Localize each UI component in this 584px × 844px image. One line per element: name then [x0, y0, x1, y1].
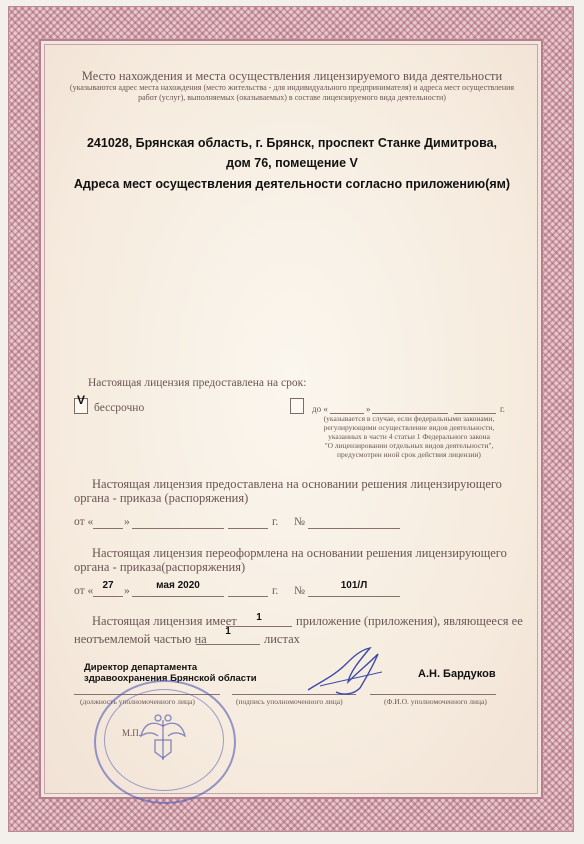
- basis-line-1: Настоящая лицензия предоставлена на основании решения лицензирующего: [92, 477, 502, 491]
- caption-fio: (Ф.И.О. уполномоченного лица): [384, 697, 487, 706]
- reissue-date-mid: »: [124, 585, 130, 597]
- basis-date-mid: »: [124, 516, 130, 528]
- appendix-text-3: неотъемлемой частью на: [74, 632, 207, 646]
- signer-position-2: здравоохранения Брянской области: [84, 673, 257, 684]
- reissue-month-line: [132, 596, 224, 597]
- basis-year-line: [228, 528, 268, 529]
- term-note-line: указанных в части 4 статьи 1 Федерального закона: [328, 432, 490, 441]
- appendix-sheets-line: [196, 644, 260, 645]
- reissue-line-2: органа - приказа(распоряжения): [74, 560, 246, 574]
- header-note-2: работ (услуг), выполняемых (оказываемых) в составе лицензируемого вида деятельности): [138, 93, 446, 102]
- checkbox-mark: V: [77, 393, 86, 407]
- basis-year-suffix: г.: [272, 516, 279, 528]
- term-note: [296, 414, 522, 459]
- signer-name: А.Н. Бардуков: [418, 668, 496, 680]
- appendix-sheets: 1: [225, 626, 231, 637]
- unlimited-label: бессрочно: [94, 402, 145, 414]
- eagle-emblem-icon: [138, 712, 188, 768]
- header-note-1: (указываются адрес места нахождения (место жительства - для индивидуального предпринимателя) и адреса мест осуществления: [69, 83, 515, 92]
- basis-date-prefix: от «: [74, 516, 94, 528]
- reissue-year-line: [228, 596, 268, 597]
- address-line-3: Адреса мест осуществления деятельности согласно приложению(ям): [73, 177, 511, 191]
- until-prefix: до «: [312, 404, 328, 414]
- reissue-num-label: №: [294, 585, 305, 597]
- seal-label: М.П.: [122, 728, 142, 738]
- reissue-year-suffix: г.: [272, 585, 279, 597]
- address-line-1: 241028, Брянская область, г. Брянск, проспект Станке Димитрова,: [86, 136, 498, 150]
- basis-line-2: органа - приказа (распоряжения): [74, 491, 249, 505]
- caption-position: (должность уполномоченного лица): [80, 697, 195, 706]
- appendix-text-4: листах: [264, 632, 300, 646]
- term-note-line: регулирующими осуществление видов деятельности,: [323, 423, 495, 432]
- reissue-day: 27: [102, 580, 114, 591]
- address-line-2: дом 76, помещение V: [226, 156, 358, 170]
- until-suffix: г.: [500, 404, 505, 414]
- basis-day-line: [93, 528, 123, 529]
- appendix-text-2: приложение (приложения), являющееся ее: [296, 614, 523, 628]
- reissue-line-1: Настоящая лицензия переоформлена на основании решения лицензирующего: [92, 546, 507, 560]
- term-label: Настоящая лицензия предоставлена на срок:: [88, 377, 307, 389]
- reissue-day-line: [93, 596, 123, 597]
- term-note-line: "О лицензировании отдельных видов деятельности",: [324, 441, 494, 450]
- until-checkbox: [290, 398, 304, 414]
- until-mid: »: [366, 404, 371, 414]
- caption-signature: (подпись уполномоченного лица): [236, 697, 343, 706]
- basis-month-line: [132, 528, 224, 529]
- handwritten-signature: [300, 642, 390, 702]
- header-title: Место нахождения и места осуществления лицензируемого вида деятельности: [81, 69, 503, 83]
- reissue-date-prefix: от «: [74, 585, 94, 597]
- appendix-count: 1: [256, 612, 262, 623]
- basis-num-label: №: [294, 516, 305, 528]
- appendix-text-1: Настоящая лицензия имеет: [92, 614, 237, 628]
- reissue-number-line: [308, 596, 400, 597]
- term-note-line: предусмотрен иной срок действия лицензии): [337, 450, 481, 459]
- term-note-line: (указывается в случае, если федеральными законами,: [323, 414, 495, 423]
- reissue-month: мая 2020: [156, 580, 200, 591]
- signer-position-1: Директор департамента: [84, 662, 198, 673]
- basis-number-line: [308, 528, 400, 529]
- reissue-number: 101/Л: [340, 580, 368, 591]
